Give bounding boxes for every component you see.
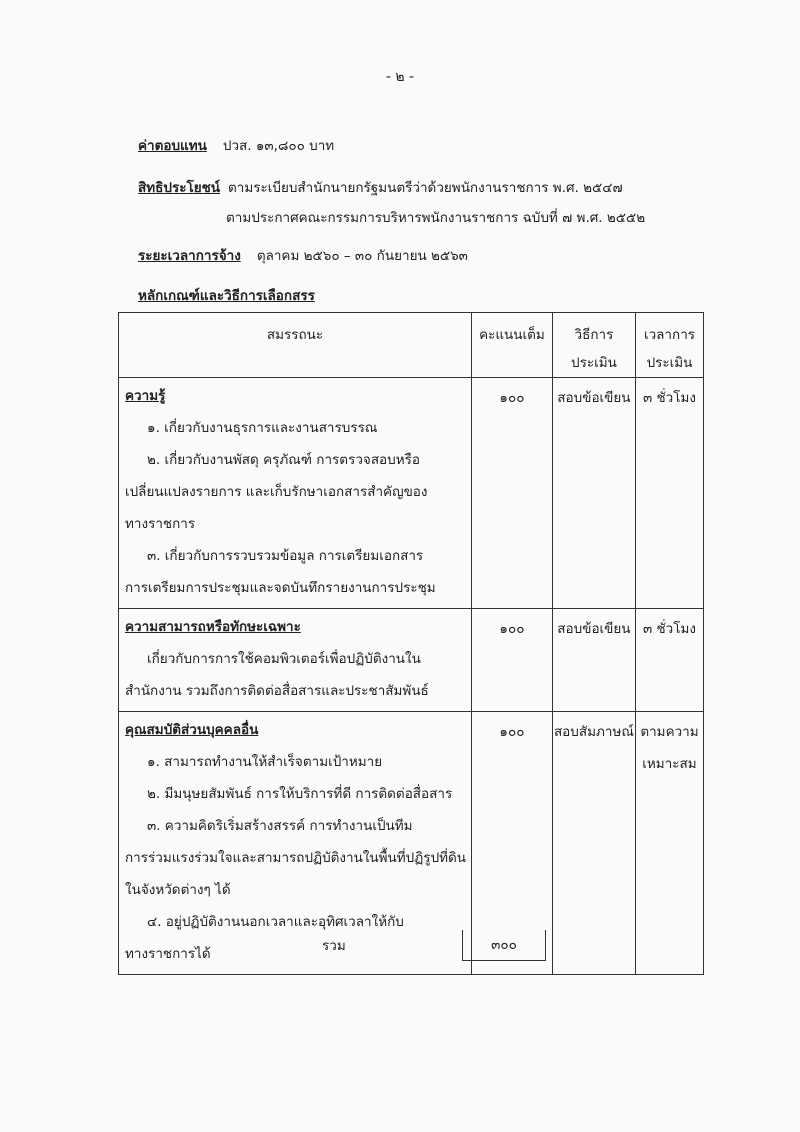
total-value: ๓๐๐: [462, 930, 546, 961]
time-cell: ตามความ เหมาะสม: [636, 712, 704, 975]
row-title: ความสามารถหรือทักษะเฉพาะ: [125, 619, 301, 635]
competency-cell: [119, 378, 472, 609]
row-title: คุณสมบัติส่วนบุคคลอื่น: [125, 722, 259, 738]
benefits-line-2: ตามประกาศคณะกรรมการบริหารพนักงานราชการ ฉบับที่ ๗ พ.ศ. ๒๕๕๒: [226, 210, 646, 226]
compensation-line: [138, 134, 334, 156]
criteria-table: [118, 312, 704, 975]
page-number: - ๒ -: [385, 69, 415, 85]
row-line: ๑. สามารถทำงานให้สำเร็จตามเป้าหมาย: [147, 754, 383, 770]
row-line: ๑. เกี่ยวกับงานธุรการและงานสารบรรณ: [147, 420, 378, 436]
score-cell: ๑๐๐: [472, 712, 553, 975]
row-line: การเตรียมการประชุมและจดบันทึกรายงานการประชุม: [125, 580, 436, 596]
row-line: ๒. เกี่ยวกับงานพัสดุ ครุภัณฑ์ การตรวจสอบหรือ: [147, 452, 420, 468]
header-full-score: คะแนนเต็ม: [472, 313, 553, 378]
employment-period-line: [138, 244, 468, 266]
row-line: ๓. เกี่ยวกับการรวบรวมข้อมูล การเตรียมเอกสาร: [147, 548, 424, 564]
row-line: ในจังหวัดต่างๆ ได้: [125, 882, 231, 898]
table-row: [119, 712, 704, 975]
score-cell: ๑๐๐: [472, 609, 553, 712]
competency-cell: [119, 712, 472, 975]
header-competency: สมรรถนะ: [119, 313, 472, 378]
compensation-label: ค่าตอบแทน: [138, 138, 207, 154]
compensation-text: ปวส. ๑๓,๘๐๐ บาท: [222, 138, 335, 154]
header-method: วิธีการประเมิน: [552, 313, 635, 378]
competency-cell: [119, 609, 472, 712]
employment-period-label: ระยะเวลาการจ้าง: [138, 248, 241, 264]
table-header-row: [119, 313, 704, 378]
table-row: [119, 609, 704, 712]
row-line: เกี่ยวกับการการใช้คอมพิวเตอร์เพื่อปฏิบัติงานใน: [147, 651, 421, 667]
total-label: รวม: [322, 938, 346, 954]
row-line: เปลี่ยนแปลงรายการ และเก็บรักษาเอกสารสำคัญของ: [125, 484, 428, 500]
method-cell: สอบข้อเขียน: [552, 609, 635, 712]
row-title: ความรู้: [125, 388, 166, 404]
table-row: [119, 378, 704, 609]
row-line: ๒. มีมนุษยสัมพันธ์ การให้บริการที่ดี การติดต่อสื่อสาร: [147, 786, 453, 802]
benefits-text-1: ตามระเบียบสำนักนายกรัฐมนตรีว่าด้วยพนักงานราชการ พ.ศ. ๒๕๔๗: [228, 180, 623, 196]
criteria-heading: หลักเกณฑ์และวิธีการเลือกสรร: [138, 288, 315, 304]
row-line: ทางราชการ: [125, 516, 196, 532]
method-cell: สอบข้อเขียน: [552, 378, 635, 609]
header-time: เวลาการ ประเมิน: [636, 313, 704, 378]
method-cell: สอบสัมภาษณ์: [552, 712, 635, 975]
row-line: ๓. ความคิดริเริ่มสร้างสรรค์ การทำงานเป็นทีม: [147, 818, 413, 834]
employment-period-text: ตุลาคม ๒๕๖๐ – ๓๐ กันยายน ๒๕๖๓: [256, 248, 468, 264]
time-cell: ๓ ชั่วโมง: [636, 609, 704, 712]
score-cell: ๑๐๐: [472, 378, 553, 609]
time-cell: ๓ ชั่วโมง: [636, 378, 704, 609]
benefits-label: สิทธิประโยชน์: [138, 180, 221, 196]
row-line: การร่วมแรงร่วมใจและสามารถปฏิบัติงานในพื้นที่ปฏิรูปที่ดิน: [125, 850, 467, 866]
row-line: สำนักงาน รวมถึงการติดต่อสื่อสารและประชาสัมพันธ์: [125, 683, 429, 699]
benefits-line-1: [138, 176, 623, 198]
row-line: ทางราชการได้: [125, 946, 211, 962]
row-line: ๔. อยู่ปฏิบัติงานนอกเวลาและอุทิศเวลาให้กับ: [147, 914, 404, 930]
